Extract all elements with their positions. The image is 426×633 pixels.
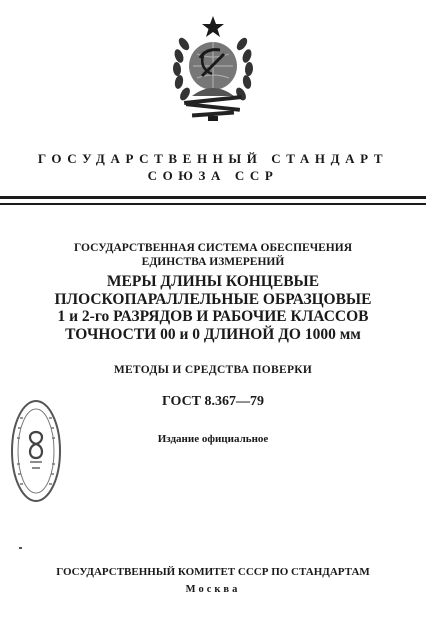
title-line3: 1 и 2-го РАЗРЯДОВ И РАБОЧИЕ КЛАССОВ bbox=[57, 308, 369, 325]
divider-bottom bbox=[0, 203, 426, 205]
system-title bbox=[0, 241, 426, 269]
library-stamp-icon bbox=[8, 398, 64, 504]
speck bbox=[19, 547, 22, 549]
edition-note: Издание официальное bbox=[157, 433, 269, 445]
document-subtitle: МЕТОДЫ И СРЕДСТВА ПОВЕРКИ bbox=[113, 364, 313, 376]
system-line2: ЕДИНСТВА ИЗМЕРЕНИЙ bbox=[141, 256, 285, 268]
title-line1: МЕРЫ ДЛИНЫ КОНЦЕВЫЕ bbox=[106, 273, 320, 290]
gost-number: ГОСТ 8.367—79 bbox=[161, 394, 265, 409]
publisher-committee: ГОСУДАРСТВЕННЫЙ КОМИТЕТ СССР ПО СТАНДАРТАМ bbox=[56, 566, 370, 578]
publisher-city: Москва bbox=[185, 584, 241, 595]
system-line1: ГОСУДАРСТВЕННАЯ СИСТЕМА ОБЕСПЕЧЕНИЯ bbox=[74, 242, 352, 254]
standard-title-line2: СОЮЗА ССР bbox=[147, 168, 279, 183]
document-title bbox=[0, 273, 426, 343]
title-line2: ПЛОСКОПАРАЛЛЕЛЬНЫЕ ОБРАЗЦОВЫЕ bbox=[54, 290, 372, 308]
title-line4: ТОЧНОСТИ 00 и 0 ДЛИНОЙ ДО 1000 мм bbox=[65, 325, 361, 343]
divider-top bbox=[0, 196, 426, 199]
coat-of-arms-icon bbox=[170, 14, 256, 122]
standard-title-line1: ГОСУДАРСТВЕННЫЙ СТАНДАРТ bbox=[37, 151, 389, 166]
